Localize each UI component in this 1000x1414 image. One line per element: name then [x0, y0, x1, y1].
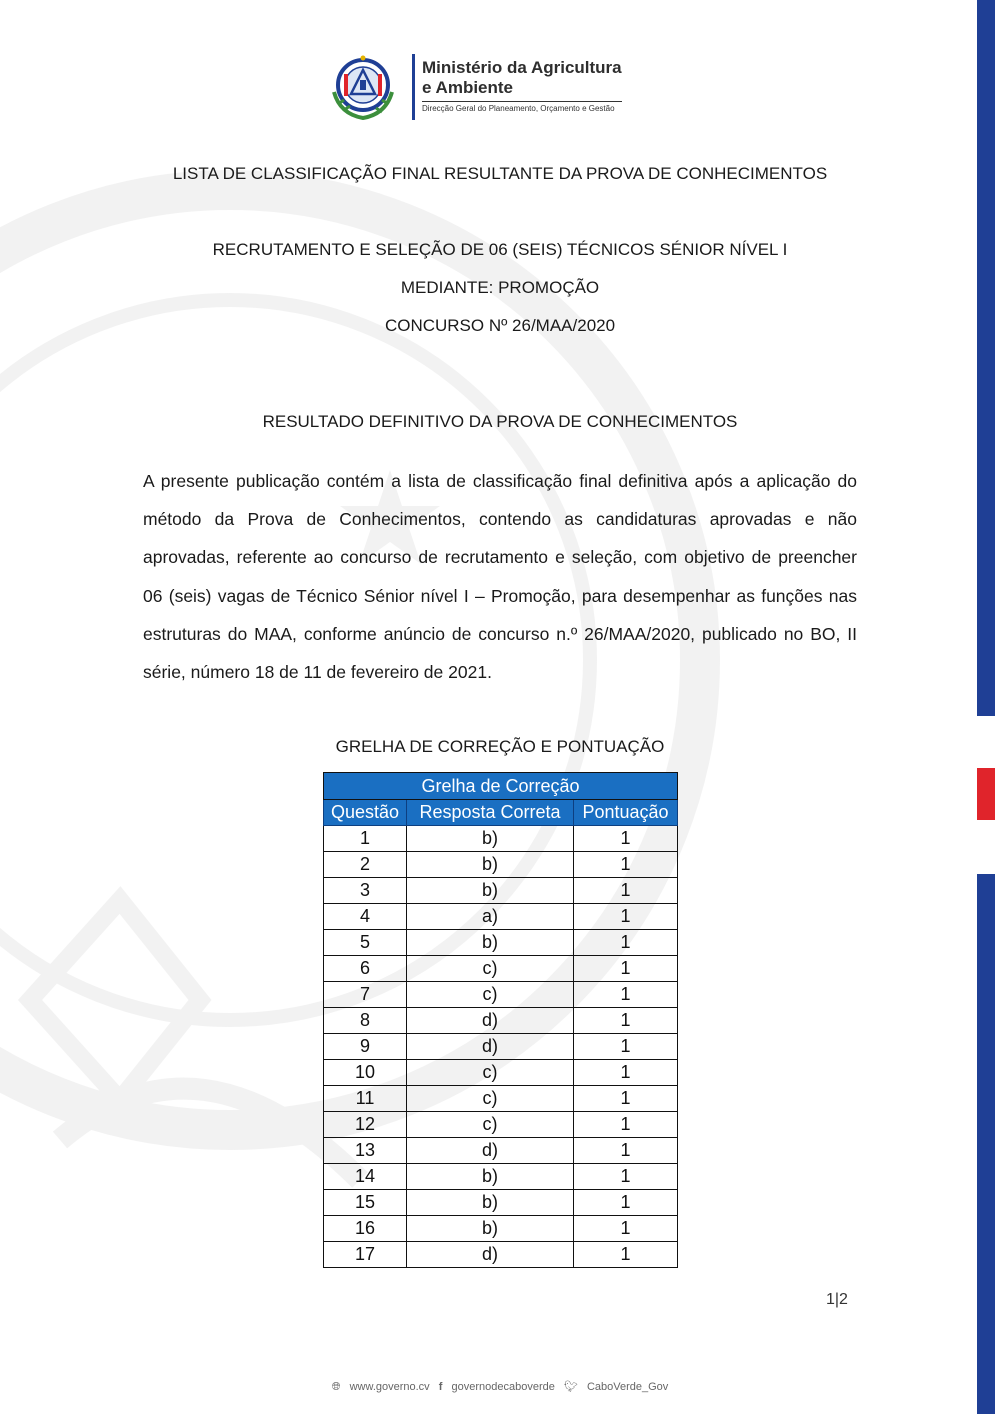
cell-score: 1: [574, 826, 678, 852]
cell-question: 11: [324, 1086, 407, 1112]
footer-twitter-link[interactable]: CaboVerde_Gov: [586, 1381, 669, 1393]
cell-question: 14: [324, 1164, 407, 1190]
cell-answer: c): [407, 956, 574, 982]
cell-answer: c): [407, 982, 574, 1008]
result-heading: RESULTADO DEFINITIVO DA PROVA DE CONHECIMENTOS: [262, 412, 738, 431]
cell-answer: b): [407, 878, 574, 904]
cell-question: 17: [324, 1242, 407, 1268]
column-header-question: Questão: [324, 800, 407, 826]
table-row: [324, 982, 678, 1008]
cell-question: 7: [324, 982, 407, 1008]
cell-answer: d): [407, 1138, 574, 1164]
method-heading: MEDIANTE: PROMOÇÃO: [400, 278, 600, 297]
cell-score: 1: [574, 1138, 678, 1164]
logo-text: [422, 58, 622, 113]
cell-answer: c): [407, 1060, 574, 1086]
contest-heading: CONCURSO Nº 26/MAA/2020: [384, 316, 616, 335]
table-row: [324, 852, 678, 878]
cell-answer: b): [407, 1216, 574, 1242]
cell-score: 1: [574, 1164, 678, 1190]
cell-score: 1: [574, 1034, 678, 1060]
cell-score: 1: [574, 1242, 678, 1268]
column-header-score: Pontuação: [574, 800, 678, 826]
cell-question: 6: [324, 956, 407, 982]
logo-divider: [412, 54, 415, 120]
table-row: [324, 1112, 678, 1138]
facebook-icon: f: [438, 1381, 443, 1393]
directorate-name: Direcção Geral do Planeamento, Orçamento e Gestão: [422, 101, 622, 113]
ministry-name-line1: Ministério da Agricultura: [422, 58, 622, 77]
cell-score: 1: [574, 956, 678, 982]
body-paragraph: A presente publicação contém a lista de classificação final definitiva após a aplicação do método da Prova de Conhecimentos, contendo as candidaturas aprovadas e não aprovadas, referente ao concurso de recrutamento e seleção, com objetivo de preencher 06 (seis) vagas de Técnico Sénior nível I – Promoção, para desempenhar as funções nas estruturas do MAA, conforme anúncio de concurso n.º 26/MAA/2020, publicado no BO, II série, número 18 de 11 de fevereiro de 2021.: [143, 471, 857, 683]
cell-question: 9: [324, 1034, 407, 1060]
cell-question: 13: [324, 1138, 407, 1164]
cell-answer: a): [407, 904, 574, 930]
cell-question: 4: [324, 904, 407, 930]
table-row: [324, 1138, 678, 1164]
footer-facebook-link[interactable]: governodecaboverde: [451, 1381, 555, 1393]
cell-question: 15: [324, 1190, 407, 1216]
table-row: [324, 1034, 678, 1060]
cell-answer: d): [407, 1008, 574, 1034]
cell-question: 12: [324, 1112, 407, 1138]
cell-question: 16: [324, 1216, 407, 1242]
cell-score: 1: [574, 1190, 678, 1216]
grid-section-title: GRELHA DE CORREÇÃO E PONTUAÇÃO: [335, 737, 665, 756]
cell-answer: b): [407, 852, 574, 878]
table-row: [324, 930, 678, 956]
coat-of-arms-icon: [326, 52, 400, 122]
list-title: LISTA DE CLASSIFICAÇÃO FINAL RESULTANTE DA PROVA DE CONHECIMENTOS: [172, 164, 828, 183]
cell-score: 1: [574, 930, 678, 956]
cell-question: 2: [324, 852, 407, 878]
table-row: [324, 1008, 678, 1034]
cell-score: 1: [574, 1008, 678, 1034]
globe-icon: 🌐︎: [331, 1381, 341, 1393]
cell-answer: b): [407, 1190, 574, 1216]
cell-score: 1: [574, 1216, 678, 1242]
grid-title: Grelha de Correção: [324, 773, 678, 800]
cell-answer: c): [407, 1086, 574, 1112]
side-bar-blue-bottom: [977, 874, 995, 1414]
side-bar-blue-top: [977, 0, 995, 716]
table-row: [324, 878, 678, 904]
table-row: [324, 1216, 678, 1242]
footer: [0, 1380, 1000, 1394]
ministry-name-line2: e Ambiente: [422, 78, 514, 97]
column-header-answer: Resposta Correta: [407, 800, 574, 826]
cell-answer: b): [407, 930, 574, 956]
table-row: [324, 956, 678, 982]
cell-score: 1: [574, 1060, 678, 1086]
cell-question: 3: [324, 878, 407, 904]
cell-score: 1: [574, 852, 678, 878]
table-row: [324, 1242, 678, 1268]
cell-score: 1: [574, 904, 678, 930]
table-row: [324, 1086, 678, 1112]
cell-question: 5: [324, 930, 407, 956]
grid-body: [324, 826, 678, 1268]
table-row: [324, 904, 678, 930]
cell-answer: d): [407, 1242, 574, 1268]
cell-answer: d): [407, 1034, 574, 1060]
table-row: [324, 826, 678, 852]
cell-answer: b): [407, 826, 574, 852]
cell-score: 1: [574, 1112, 678, 1138]
recruitment-heading: RECRUTAMENTO E SELEÇÃO DE 06 (SEIS) TÉCNICOS SÉNIOR NÍVEL I: [212, 240, 788, 259]
footer-website-link[interactable]: www.governo.cv: [349, 1381, 430, 1393]
table-row: [324, 1190, 678, 1216]
cell-score: 1: [574, 878, 678, 904]
page-number: 1|2: [826, 1291, 848, 1308]
twitter-icon: 🐦︎: [563, 1381, 578, 1393]
cell-score: 1: [574, 982, 678, 1008]
cell-answer: c): [407, 1112, 574, 1138]
cell-question: 8: [324, 1008, 407, 1034]
table-row: [324, 1164, 678, 1190]
cell-question: 10: [324, 1060, 407, 1086]
cell-score: 1: [574, 1086, 678, 1112]
cell-question: 1: [324, 826, 407, 852]
table-row: [324, 1060, 678, 1086]
side-bar-red: [977, 768, 995, 820]
cell-answer: b): [407, 1164, 574, 1190]
correction-grid-table: [323, 772, 678, 1268]
